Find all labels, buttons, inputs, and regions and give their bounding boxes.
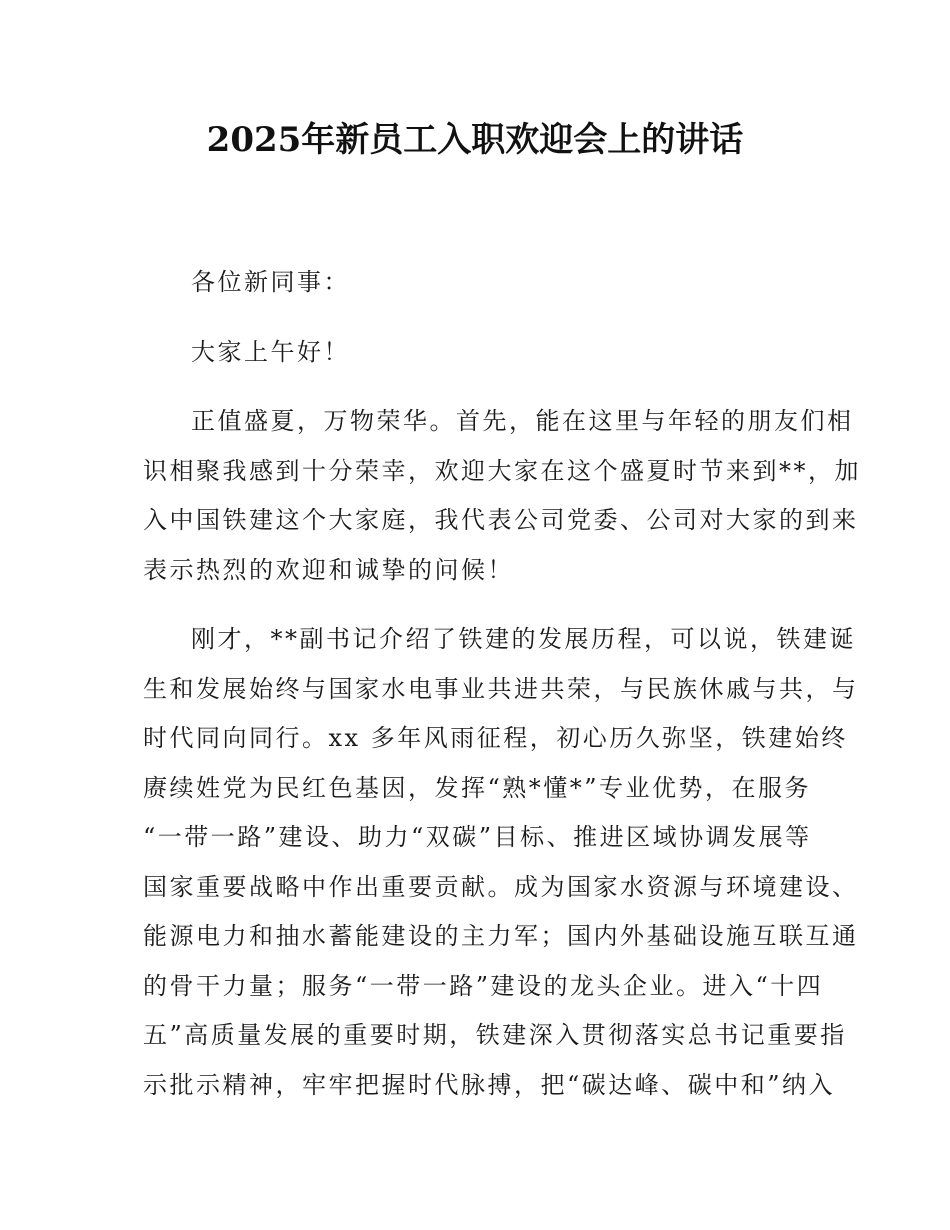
paragraph-line: 能源电力和抽水蓄能建设的主力军；国内外基础设施互联互通 — [143, 922, 859, 950]
paragraph-line: “一带一路”建设、助力“双碳”目标、推进区域协调发展等 — [143, 823, 812, 851]
paragraph-1 — [143, 397, 861, 595]
paragraph-line: 示批示精神，牢牢把握时代脉搏，把“碳达峰、碳中和”纳入 — [143, 1070, 836, 1099]
paragraph-line: 国家重要战略中作出重要贡献。成为国家水资源与环境建设、 — [143, 872, 859, 901]
paragraph-line: 识相聚我感到十分荣幸，欢迎大家在这个盛夏时节来到**，加 — [143, 456, 861, 485]
paragraph-2 — [143, 615, 859, 1110]
paragraph-line: 入中国铁建这个大家庭，我代表公司党委、公司对大家的到来 — [143, 506, 859, 534]
paragraph-gap — [143, 377, 811, 397]
paragraph-line: 生和发展始终与国家水电事业共进共荣，与民族休戚与共，与 — [143, 674, 859, 703]
paragraph-line: 赓续姓党为民红色基因，发挥“熟*懂*”专业优势，在服务 — [143, 773, 812, 802]
paragraph-gap — [143, 595, 811, 615]
paragraph-line: 刚才，**副书记介绍了铁建的发展历程，可以说，铁建诞 — [191, 625, 856, 653]
salutation: 各位新同事： — [191, 268, 350, 296]
paragraph-line: 五”高质量发展的重要时期，铁建深入贯彻落实总书记重要指 — [143, 1021, 847, 1049]
paragraph-line: 的骨干力量；服务“一带一路”建设的龙头企业。进入“十四 — [143, 971, 824, 1000]
paragraph-line: 表示热烈的欢迎和诚挚的问候！ — [143, 555, 514, 584]
page-title: 2025年新员工入职欢迎会上的讲话 — [206, 120, 744, 160]
greeting: 大家上午好！ — [191, 337, 350, 366]
paragraph-line: 时代同向同行。xx 多年风雨征程，初心历久弥坚，铁建始终 — [143, 724, 848, 752]
document-body — [143, 258, 861, 1110]
paragraph-line: 正值盛夏，万物荣华。首先，能在这里与年轻的朋友们相 — [191, 407, 854, 435]
paragraph-gap — [143, 308, 811, 328]
